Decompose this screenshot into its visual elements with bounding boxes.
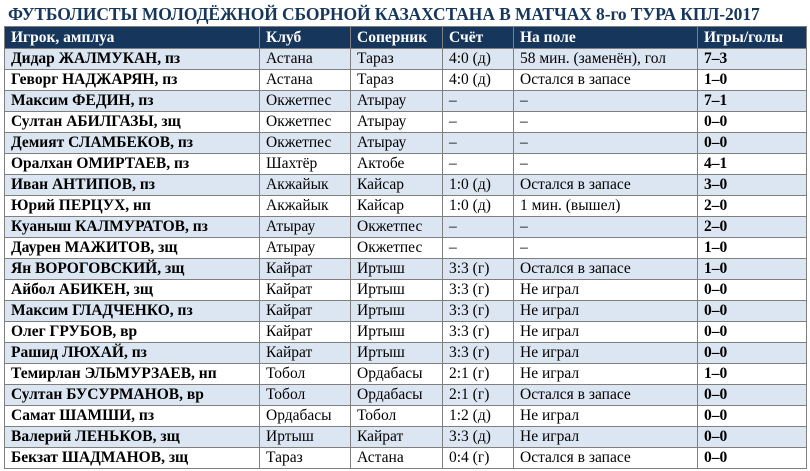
- games-goals: 7–3: [698, 49, 807, 70]
- club: Иртыш: [260, 427, 351, 448]
- opponent: Кайсар: [351, 175, 443, 196]
- player-name: Самат ШАМШИ, пз: [5, 406, 260, 427]
- match-score: 2:1 (г): [443, 364, 514, 385]
- player-name: Рашид ЛЮХАЙ, пз: [5, 343, 260, 364]
- match-score: 4:0 (д): [443, 70, 514, 91]
- games-goals: 2–0: [698, 217, 807, 238]
- on-field-status: Не играл: [514, 406, 698, 427]
- games-goals: 3–0: [698, 175, 807, 196]
- club: Кайрат: [260, 280, 351, 301]
- opponent: Иртыш: [351, 343, 443, 364]
- games-goals: 1–0: [698, 238, 807, 259]
- club: Шахтёр: [260, 154, 351, 175]
- player-name: Валерий ЛЕНЬКОВ, зщ: [5, 427, 260, 448]
- on-field-status: Остался в запасе: [514, 385, 698, 406]
- games-goals: 1–0: [698, 70, 807, 91]
- games-goals: 1–0: [698, 259, 807, 280]
- club: Ордабасы: [260, 406, 351, 427]
- col-header-score: Счёт: [443, 27, 514, 49]
- match-score: 3:3 (д): [443, 427, 514, 448]
- match-score: 0:4 (г): [443, 448, 514, 469]
- club: Окжетпес: [260, 133, 351, 154]
- match-score: 3:3 (г): [443, 322, 514, 343]
- match-score: 3:3 (г): [443, 301, 514, 322]
- opponent: Астана: [351, 448, 443, 469]
- match-score: 1:0 (д): [443, 175, 514, 196]
- player-name: Дидар ЖАЛМУКАН, пз: [5, 49, 260, 70]
- on-field-status: –: [514, 217, 698, 238]
- on-field-status: 58 мин. (заменён), гол: [514, 49, 698, 70]
- games-goals: 1–0: [698, 364, 807, 385]
- on-field-status: –: [514, 133, 698, 154]
- player-name: Айбол АБИКЕН, зщ: [5, 280, 260, 301]
- on-field-status: Не играл: [514, 427, 698, 448]
- table-row: [5, 154, 807, 175]
- players-table: [4, 26, 807, 469]
- match-score: 2:1 (г): [443, 385, 514, 406]
- opponent: Иртыш: [351, 259, 443, 280]
- table-row: [5, 238, 807, 259]
- col-header-club: Клуб: [260, 27, 351, 49]
- header-row: [5, 27, 807, 49]
- table-row: [5, 322, 807, 343]
- games-goals: 0–0: [698, 301, 807, 322]
- player-name: Максим ФЕДИН, пз: [5, 91, 260, 112]
- col-header-on-field: На поле: [514, 27, 698, 49]
- games-goals: 0–0: [698, 343, 807, 364]
- match-score: –: [443, 238, 514, 259]
- match-score: 1:2 (д): [443, 406, 514, 427]
- player-name: Оралхан ОМИРТАЕВ, пз: [5, 154, 260, 175]
- table-row: [5, 406, 807, 427]
- on-field-status: 1 мин. (вышел): [514, 196, 698, 217]
- games-goals: 0–0: [698, 280, 807, 301]
- player-name: Геворг НАДЖАРЯН, пз: [5, 70, 260, 91]
- col-header-player: Игрок, амплуа: [5, 27, 260, 49]
- games-goals: 0–0: [698, 112, 807, 133]
- match-score: –: [443, 112, 514, 133]
- opponent: Иртыш: [351, 301, 443, 322]
- table-row: [5, 280, 807, 301]
- on-field-status: Не играл: [514, 364, 698, 385]
- opponent: Тобол: [351, 406, 443, 427]
- opponent: Атырау: [351, 112, 443, 133]
- match-score: –: [443, 217, 514, 238]
- games-goals: 0–0: [698, 406, 807, 427]
- opponent: Тараз: [351, 70, 443, 91]
- table-row: [5, 448, 807, 469]
- player-name: Иван АНТИПОВ, пз: [5, 175, 260, 196]
- club: Атырау: [260, 217, 351, 238]
- games-goals: 0–0: [698, 448, 807, 469]
- on-field-status: Остался в запасе: [514, 70, 698, 91]
- match-score: 4:0 (д): [443, 49, 514, 70]
- club: Кайрат: [260, 259, 351, 280]
- table-row: [5, 427, 807, 448]
- club: Окжетпес: [260, 112, 351, 133]
- table-row: [5, 112, 807, 133]
- on-field-status: Остался в запасе: [514, 448, 698, 469]
- player-name: Султан АБИЛГАЗЫ, зщ: [5, 112, 260, 133]
- table-row: [5, 196, 807, 217]
- opponent: Атырау: [351, 91, 443, 112]
- opponent: Ордабасы: [351, 364, 443, 385]
- club: Кайрат: [260, 343, 351, 364]
- opponent: Атырау: [351, 133, 443, 154]
- club: Тобол: [260, 385, 351, 406]
- club: Атырау: [260, 238, 351, 259]
- opponent: Кайрат: [351, 427, 443, 448]
- match-score: 1:0 (д): [443, 196, 514, 217]
- opponent: Иртыш: [351, 322, 443, 343]
- on-field-status: Не играл: [514, 301, 698, 322]
- on-field-status: Не играл: [514, 322, 698, 343]
- on-field-status: Не играл: [514, 343, 698, 364]
- games-goals: 0–0: [698, 385, 807, 406]
- club: Астана: [260, 49, 351, 70]
- match-score: 3:3 (г): [443, 259, 514, 280]
- match-score: –: [443, 91, 514, 112]
- games-goals: 2–0: [698, 196, 807, 217]
- col-header-opponent: Соперник: [351, 27, 443, 49]
- player-name: Демият СЛАМБЕКОВ, пз: [5, 133, 260, 154]
- table-row: [5, 175, 807, 196]
- player-name: Даурен МАЖИТОВ, зщ: [5, 238, 260, 259]
- table-row: [5, 343, 807, 364]
- match-score: 3:3 (г): [443, 343, 514, 364]
- player-name: Султан БУСУРМАНОВ, вр: [5, 385, 260, 406]
- on-field-status: –: [514, 238, 698, 259]
- table-row: [5, 259, 807, 280]
- opponent: Иртыш: [351, 280, 443, 301]
- table-row: [5, 364, 807, 385]
- on-field-status: Остался в запасе: [514, 175, 698, 196]
- on-field-status: Не играл: [514, 280, 698, 301]
- table-row: [5, 301, 807, 322]
- on-field-status: –: [514, 154, 698, 175]
- club: Тобол: [260, 364, 351, 385]
- club: Астана: [260, 70, 351, 91]
- table-row: [5, 91, 807, 112]
- club: Тараз: [260, 448, 351, 469]
- opponent: Ордабасы: [351, 385, 443, 406]
- table-row: [5, 217, 807, 238]
- games-goals: 0–0: [698, 322, 807, 343]
- games-goals: 4–1: [698, 154, 807, 175]
- player-name: Олег ГРУБОВ, вр: [5, 322, 260, 343]
- player-name: Ян ВОРОГОВСКИЙ, зщ: [5, 259, 260, 280]
- player-name: Темирлан ЭЛЬМУРЗАЕВ, нп: [5, 364, 260, 385]
- games-goals: 7–1: [698, 91, 807, 112]
- player-name: Бекзат ШАДМАНОВ, зщ: [5, 448, 260, 469]
- opponent: Кайсар: [351, 196, 443, 217]
- on-field-status: –: [514, 91, 698, 112]
- club: Акжайык: [260, 196, 351, 217]
- table-row: [5, 70, 807, 91]
- opponent: Окжетпес: [351, 217, 443, 238]
- club: Кайрат: [260, 322, 351, 343]
- table-title: ФУТБОЛИСТЫ МОЛОДЁЖНОЙ СБОРНОЙ КАЗАХСТАНА В МАТЧАХ 8-го ТУРА КПЛ-2017: [8, 4, 760, 24]
- club: Кайрат: [260, 301, 351, 322]
- player-name: Куаныш КАЛМУРАТОВ, пз: [5, 217, 260, 238]
- match-score: –: [443, 154, 514, 175]
- games-goals: 0–0: [698, 427, 807, 448]
- player-name: Юрий ПЕРЦУХ, нп: [5, 196, 260, 217]
- on-field-status: Остался в запасе: [514, 259, 698, 280]
- table-row: [5, 385, 807, 406]
- opponent: Окжетпес: [351, 238, 443, 259]
- club: Окжетпес: [260, 91, 351, 112]
- table-row: [5, 49, 807, 70]
- match-score: 3:3 (г): [443, 280, 514, 301]
- col-header-games-goals: Игры/голы: [698, 27, 807, 49]
- opponent: Актобе: [351, 154, 443, 175]
- opponent: Тараз: [351, 49, 443, 70]
- player-name: Максим ГЛАДЧЕНКО, пз: [5, 301, 260, 322]
- club: Акжайык: [260, 175, 351, 196]
- table-row: [5, 133, 807, 154]
- on-field-status: –: [514, 112, 698, 133]
- match-score: –: [443, 133, 514, 154]
- games-goals: 0–0: [698, 133, 807, 154]
